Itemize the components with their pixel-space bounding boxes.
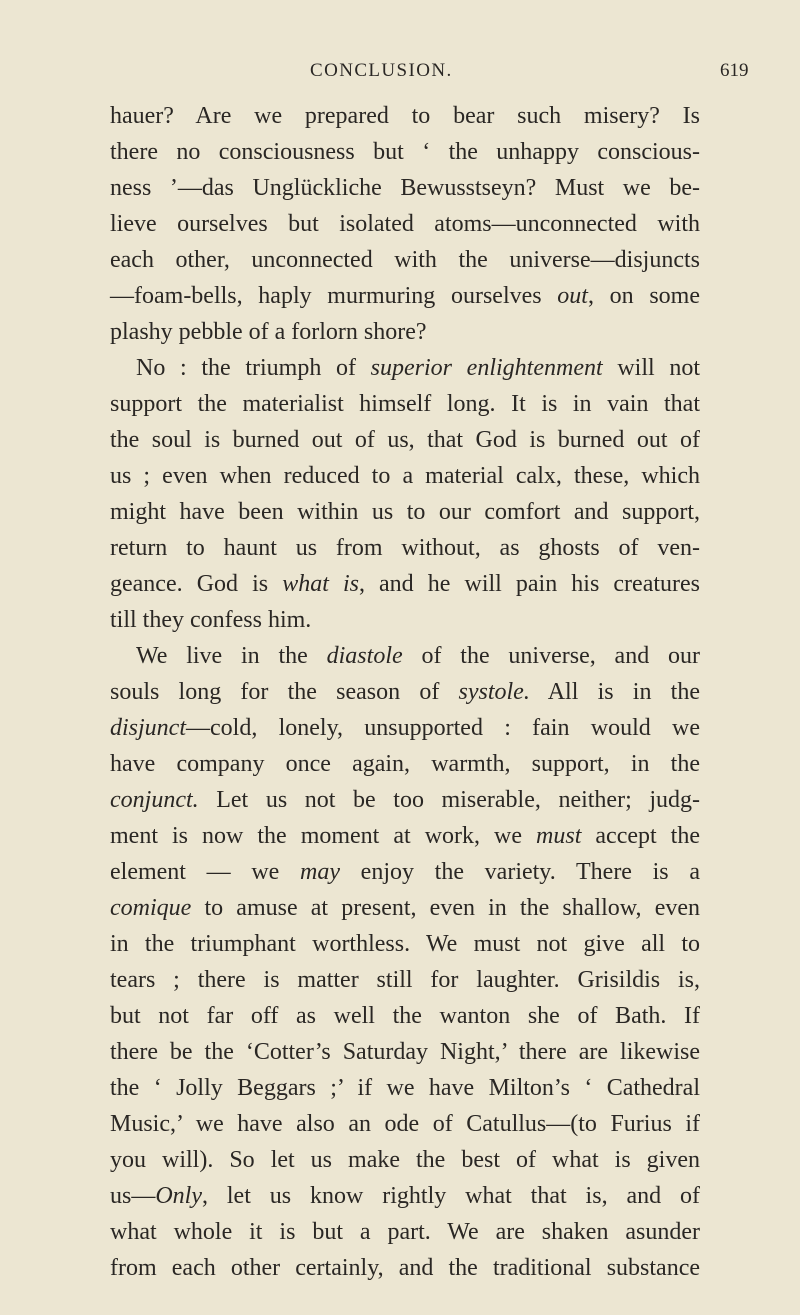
italic-word: systole.	[458, 679, 530, 705]
text-line: disjunct—cold, lonely, unsupported : fain would we	[110, 715, 700, 741]
text-line: you will). So let us make the best of what is given	[110, 1147, 700, 1173]
text-line: —foam-bells, haply murmuring ourselves out, on some	[110, 283, 700, 309]
text-line: hauer? Are we prepared to bear such misery? Is	[110, 103, 700, 129]
italic-word: Only	[155, 1183, 202, 1209]
text-line: there be the ‘Cotter’s Saturday Night,’ there are likewise	[110, 1039, 700, 1065]
italic-phrase: superior enlightenment	[370, 355, 603, 381]
text-line: us—Only, let us know rightly what that is, and of	[110, 1183, 700, 1209]
text-line: ment is now the moment at work, we must accept the	[110, 823, 700, 849]
italic-word: comique	[110, 895, 192, 921]
paragraph-start-line: No : the triumph of superior enlightenment will not	[136, 355, 700, 381]
text-line: support the materialist himself long. It is in vain that	[110, 391, 700, 417]
italic-phrase: what is	[282, 571, 359, 597]
italic-word: diastole	[326, 643, 403, 669]
text-line: in the triumphant worthless. We must not give all to	[110, 931, 700, 957]
italic-word: disjunct	[110, 715, 186, 741]
text-line: the soul is burned out of us, that God is burned out of	[110, 427, 700, 453]
text-line: plashy pebble of a forlorn shore?	[110, 319, 427, 345]
text-line: each other, unconnected with the universe—disjuncts	[110, 247, 700, 273]
text-line: what whole it is but a part. We are shaken asunder	[110, 1219, 700, 1245]
text-line: comique to amuse at present, even in the shallow, even	[110, 895, 700, 921]
italic-word: conjunct.	[110, 787, 199, 813]
italic-word: may	[300, 859, 340, 885]
running-head	[0, 60, 800, 90]
text-line: conjunct. Let us not be too miserable, neither; judg-	[110, 787, 700, 813]
italic-word: out	[557, 283, 588, 309]
text-line: till they confess him.	[110, 607, 312, 633]
text-line: have company once again, warmth, support, in the	[110, 751, 700, 777]
text-line: lieve ourselves but isolated atoms—unconnected with	[110, 211, 700, 237]
text-line: from each other certainly, and the traditional substance	[110, 1255, 700, 1281]
text-line: element — we may enjoy the variety. There is a	[110, 859, 700, 885]
text-line: souls long for the season of systole. All is in the	[110, 679, 700, 705]
text-line: but not far off as well the wanton she of Bath. If	[110, 1003, 700, 1029]
running-title: CONCLUSION.	[310, 60, 453, 81]
text-line: Music,’ we have also an ode of Catullus—(to Furius if	[110, 1111, 700, 1137]
text-line: return to haunt us from without, as ghosts of ven-	[110, 535, 700, 561]
text-line: might have been within us to our comfort and support,	[110, 499, 700, 525]
text-line: ness ’—das Unglückliche Bewusstseyn? Must we be-	[110, 175, 700, 201]
text-line: geance. God is what is, and he will pain his creatures	[110, 571, 700, 597]
text-line: there no consciousness but ‘ the unhappy conscious-	[110, 139, 700, 165]
italic-word: must	[536, 823, 582, 849]
paragraph-start-line: We live in the diastole of the universe, and our	[136, 643, 700, 669]
text-line: us ; even when reduced to a material calx, these, which	[110, 463, 700, 489]
text-line: tears ; there is matter still for laughter. Grisildis is,	[110, 967, 700, 993]
text-line: the ‘ Jolly Beggars ;’ if we have Milton’s ‘ Cathedral	[110, 1075, 700, 1101]
page-number: 619	[720, 60, 749, 81]
